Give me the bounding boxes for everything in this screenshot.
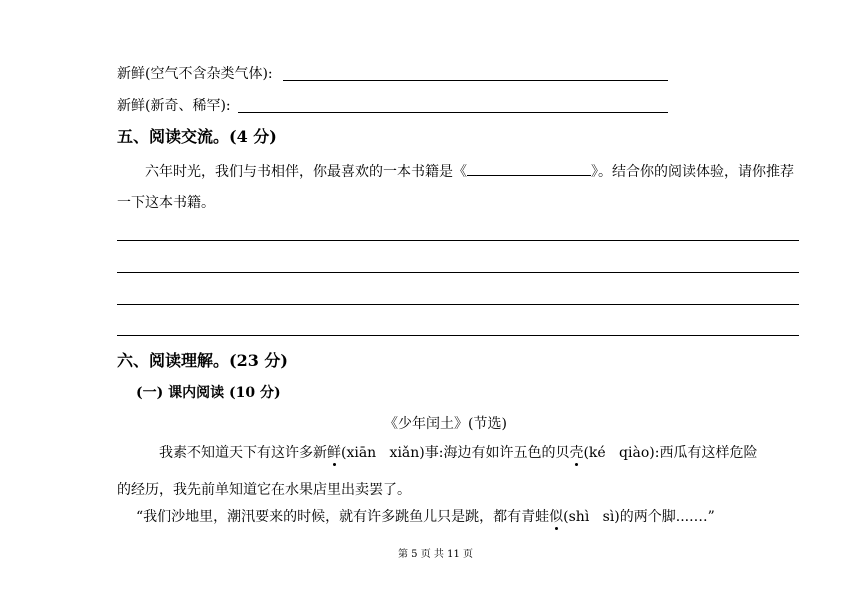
fill-item-label-1: 新鲜(空气不含杂类气体):: [117, 66, 273, 82]
section6-subheading: (一) 课内阅读 (10 分): [136, 385, 281, 401]
dotted-char-xian: 鲜: [327, 445, 341, 461]
section5-prompt: [145, 161, 794, 181]
answer-line-1[interactable]: [117, 240, 799, 241]
fill-item-label-2: 新鲜(新奇、稀罕):: [117, 98, 231, 114]
dotted-char-si: 似: [549, 509, 564, 525]
answer-line-2[interactable]: [117, 272, 799, 273]
section5-prompt-line2: 一下这本书籍。: [117, 195, 215, 211]
passage-paragraph-1: [159, 444, 757, 462]
fill-blank-1[interactable]: [283, 80, 668, 81]
p1-text-b: (xiān xiǎn)事:海边有如许五色的贝: [341, 445, 570, 461]
passage-paragraph-2: [136, 508, 715, 526]
section5-prompt-before: 六年时光，我们与书相伴，你最喜欢的一本书籍是《: [145, 164, 467, 180]
dotted-char-qiao: 壳: [569, 445, 584, 461]
passage-paragraph-1-line2: 的经历，我先前单知道它在水果店里出卖罢了。: [117, 482, 411, 498]
p1-text-a: 我素不知道天下有这许多新: [159, 445, 327, 461]
section6-heading: 六、阅读理解。(23 分): [117, 351, 288, 370]
passage-title: 《少年闰土》(节选): [384, 416, 507, 432]
section5-prompt-after: 》。结合你的阅读体验，请你推荐: [591, 164, 794, 180]
p1-text-c: (ké qiào):西瓜有这样危险: [583, 445, 758, 461]
p2-text-a: “我们沙地里，潮汛要来的时候，就有许多跳鱼儿只是跳，都有青蛙: [136, 509, 550, 525]
book-title-blank[interactable]: [467, 161, 591, 176]
answer-line-3[interactable]: [117, 304, 799, 305]
section5-heading: 五、阅读交流。(4 分): [117, 127, 277, 146]
page-footer: 第 5 页 共 11 页: [398, 549, 473, 560]
p2-text-b: (shì sì)的两个脚....…”: [563, 509, 715, 525]
fill-blank-2[interactable]: [238, 112, 668, 113]
answer-line-4[interactable]: [117, 335, 799, 336]
